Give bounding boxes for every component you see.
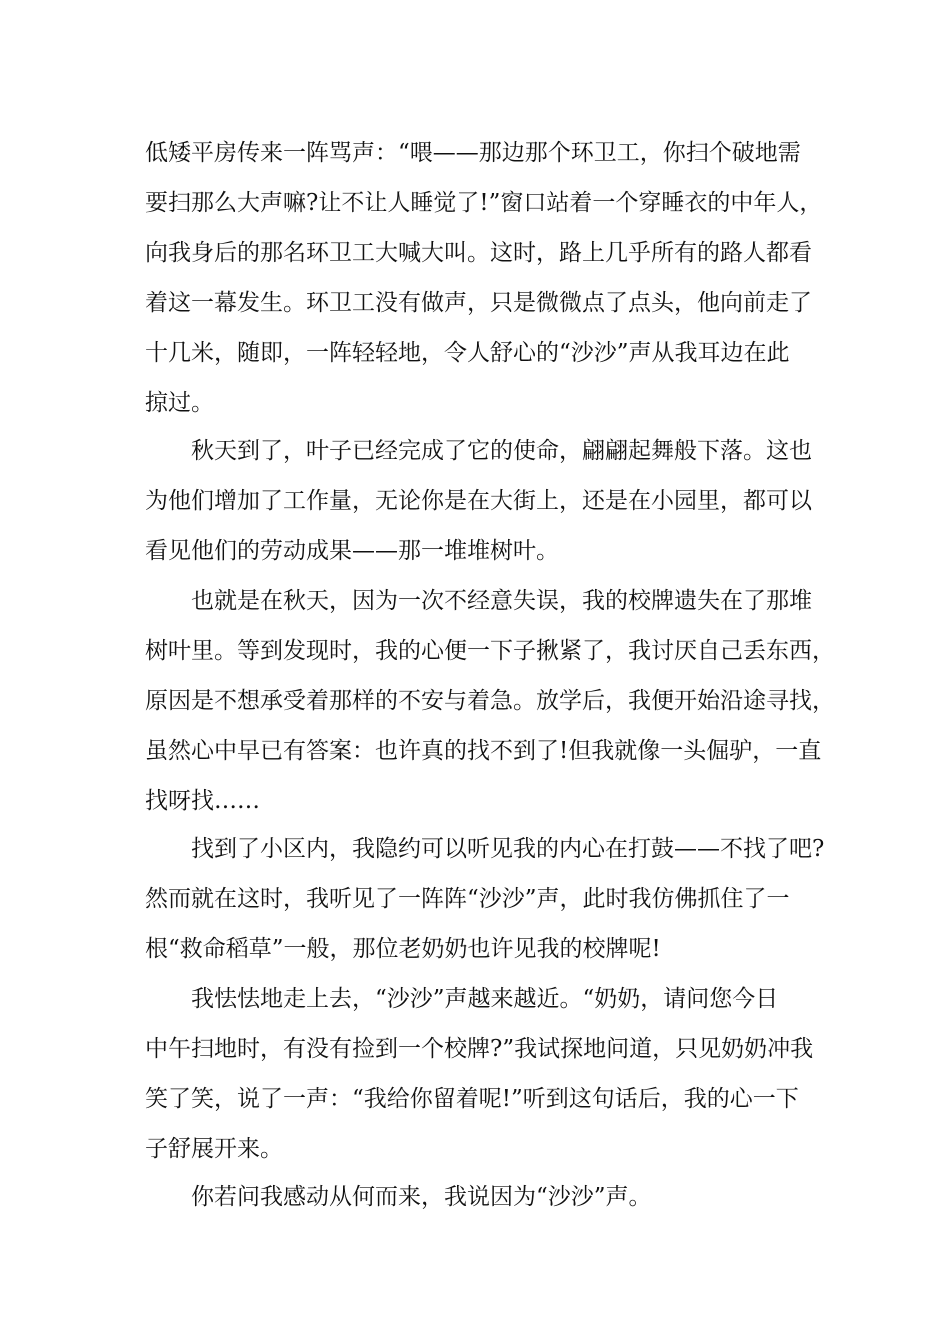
text-line: 也就是在秋天，因为一次不经意失误，我的校牌遗失在了那堆 xyxy=(191,588,812,614)
text-line: 要扫那么大声嘛?让不让人睡觉了!”窗口站着一个穿睡衣的中年人， xyxy=(145,190,823,216)
text-line: 你若问我感动从何而来，我说因为“沙沙”声。 xyxy=(191,1184,652,1210)
text-line: 着这一幕发生。环卫工没有做声，只是微微点了点头，他向前走了 xyxy=(145,290,812,316)
text-line: 找呀找…… xyxy=(145,788,260,814)
text-line: 中午扫地时，有没有捡到一个校牌?”我试探地问道，只见奶奶冲我 xyxy=(145,1036,814,1062)
text-line: 然而就在这时，我听见了一阵阵“沙沙”声，此时我仿佛抓住了一 xyxy=(145,886,790,912)
text-line: 原因是不想承受着那样的不安与着急。放学后，我便开始沿途寻找， xyxy=(145,688,835,714)
text-line: 子舒展开来。 xyxy=(145,1136,283,1162)
text-line: 找到了小区内，我隐约可以听见我的内心在打鼓——不找了吧? xyxy=(191,836,825,862)
text-line: 看见他们的劳动成果——那一堆堆树叶。 xyxy=(145,538,559,564)
text-line: 笑了笑，说了一声：“我给你留着呢!”听到这句话后，我的心一下 xyxy=(145,1086,799,1112)
text-line: 掠过。 xyxy=(145,390,214,416)
text-line: 树叶里。等到发现时，我的心便一下子揪紧了，我讨厌自己丢东西， xyxy=(145,638,835,664)
text-line: 十几米，随即，一阵轻轻地，令人舒心的“沙沙”声从我耳边在此 xyxy=(145,340,790,366)
text-line: 低矮平房传来一阵骂声：“喂——那边那个环卫工，你扫个破地需 xyxy=(145,140,801,166)
text-line: 秋天到了，叶子已经完成了它的使命，翩翩起舞般下落。这也 xyxy=(191,438,812,464)
text-line: 为他们增加了工作量，无论你是在大街上，还是在小园里，都可以 xyxy=(145,488,812,514)
text-line: 向我身后的那名环卫工大喊大叫。这时，路上几乎所有的路人都看 xyxy=(145,240,812,266)
text-line: 虽然心中早已有答案：也许真的找不到了!但我就像一头倔驴，一直 xyxy=(145,738,822,764)
text-line: 我怯怯地走上去，“沙沙”声越来越近。“奶奶，请问您今日 xyxy=(191,986,779,1012)
text-line: 根“救命稻草”一般，那位老奶奶也许见我的校牌呢! xyxy=(145,936,661,962)
